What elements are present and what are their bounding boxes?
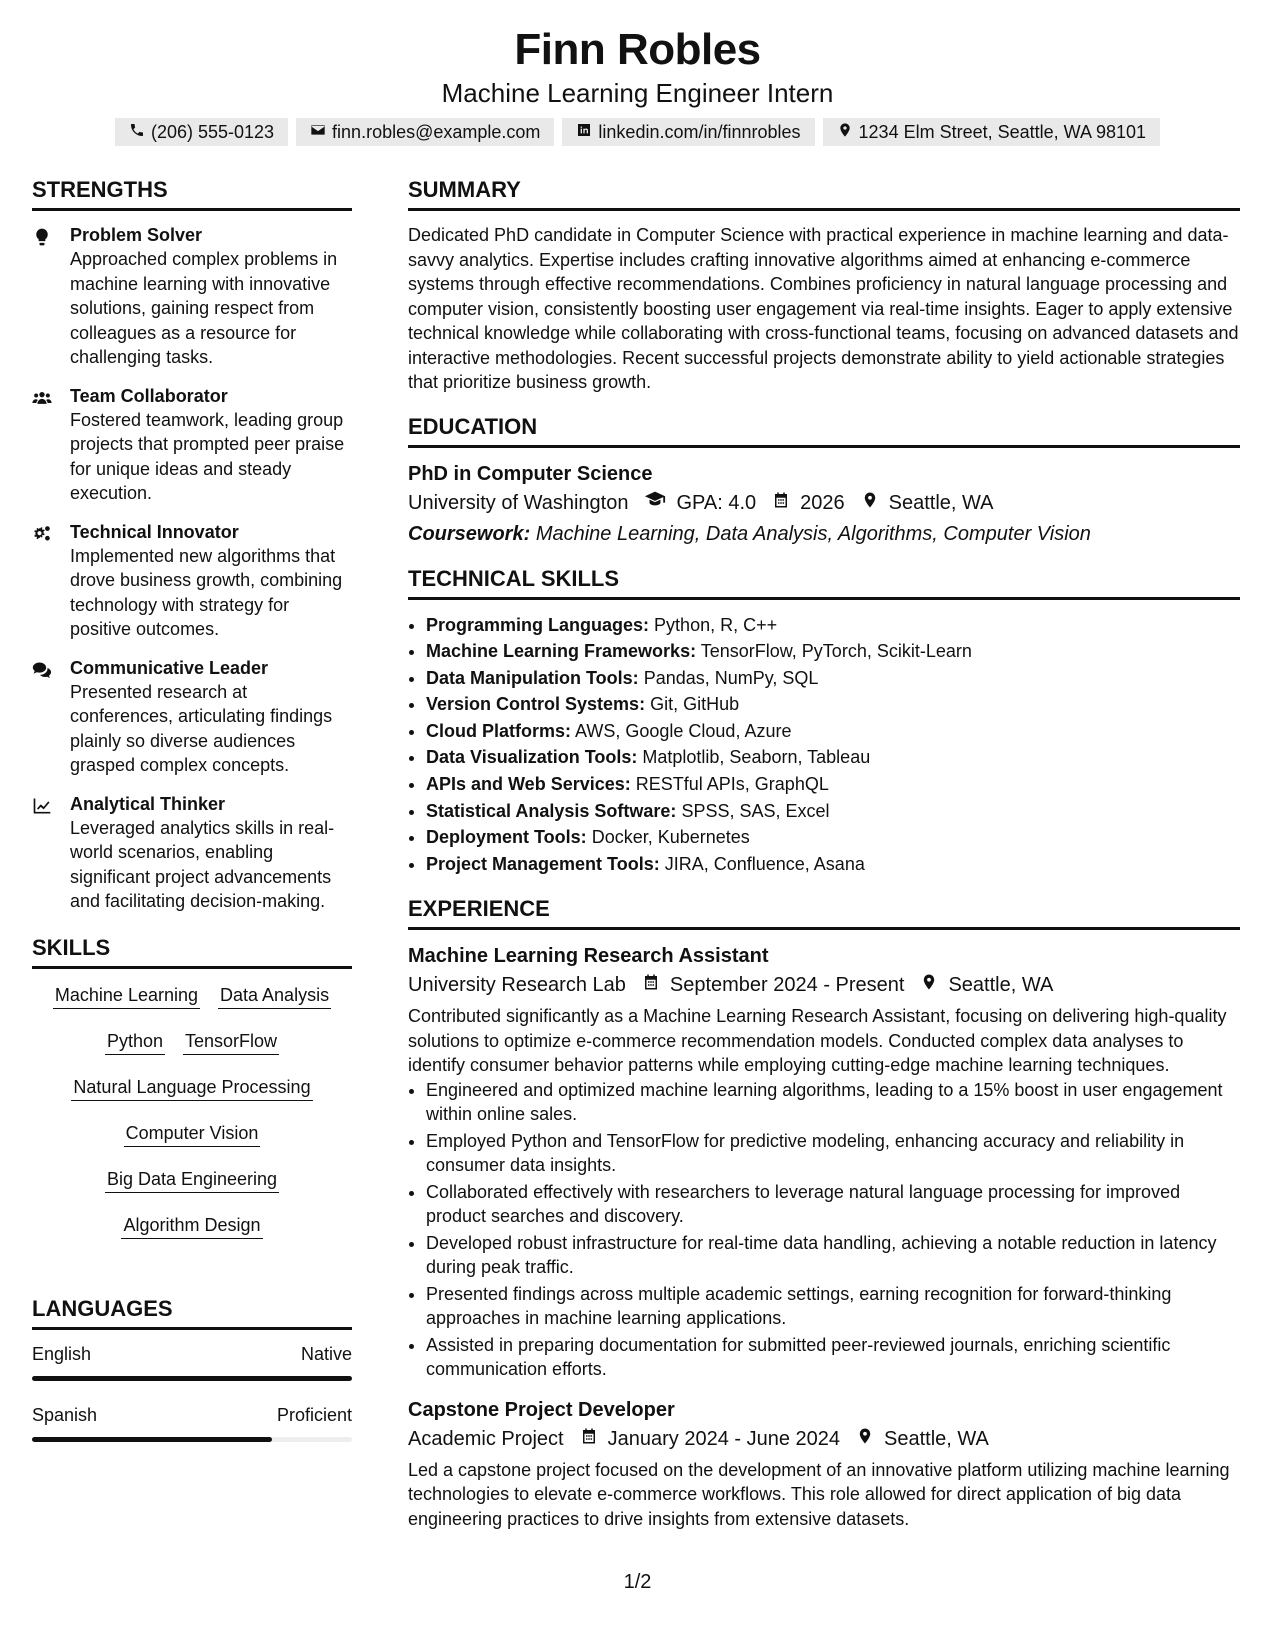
calendar-icon — [636, 970, 660, 1000]
job-dates: January 2024 - June 2024 — [607, 1427, 841, 1450]
language-name: Spanish — [32, 1404, 98, 1425]
skill-tag: Python — [105, 1029, 165, 1055]
list-item — [426, 665, 1240, 692]
strength-desc: Leveraged analytics skills in real-world scenarios, enabling significant project advancements and facilitating decision-making. — [70, 817, 335, 911]
contact-email[interactable] — [296, 118, 554, 146]
graduation-cap-icon — [638, 488, 666, 519]
skill-category: Machine Learning Frameworks: — [426, 641, 697, 662]
map-pin-icon — [850, 1424, 874, 1454]
right-column — [408, 176, 1240, 1531]
list-item — [426, 744, 1240, 771]
strength-desc: Fostered teamwork, leading group projects that prompted peer praise for unique ideas and steady execution. — [70, 409, 345, 503]
list-item: • Engineered and optimized machine learning algorithms, leading to a 15% boost in user engagement within online sales. — [426, 1078, 1240, 1127]
skill-values: Git, GitHub — [650, 694, 740, 715]
contact-address[interactable] — [823, 118, 1161, 146]
skill-tag: Machine Learning — [53, 983, 200, 1009]
skill-category: Project Management Tools: — [426, 853, 660, 874]
calendar-icon — [766, 488, 790, 518]
coursework — [408, 519, 1240, 549]
skills-heading: SKILLS — [32, 934, 352, 969]
job-organization: University Research Lab — [408, 974, 626, 997]
skill-category: Programming Languages: — [426, 614, 650, 635]
list-item — [426, 691, 1240, 718]
skill-tag: TensorFlow — [183, 1029, 279, 1055]
job-description: Led a capstone project focused on the development of an innovative platform utilizing machine learning technologies to elevate e-commerce workflows. This role allowed for direct application of big data engineering practices to drive insights from extensive datasets. — [408, 1459, 1230, 1529]
list-item — [426, 718, 1240, 745]
left-column — [32, 176, 352, 1464]
graduation-year: 2026 — [800, 492, 845, 514]
strength-title: Technical Innovator — [70, 521, 239, 542]
skill-tag: Natural Language Processing — [71, 1075, 312, 1101]
list-item — [426, 824, 1240, 851]
job-meta — [408, 1424, 1240, 1454]
skill-category: Deployment Tools: — [426, 827, 587, 848]
skill-values: SPSS, SAS, Excel — [681, 800, 830, 821]
experience-heading: EXPERIENCE — [408, 895, 1240, 930]
languages-heading: LANGUAGES — [32, 1295, 352, 1330]
list-item: • Collaborated effectively with researchers to leverage natural language processing for improved product searches and discovery. — [426, 1180, 1240, 1229]
comments-icon — [32, 656, 70, 778]
contact-bar — [0, 118, 1275, 146]
language-proficiency-bar — [32, 1376, 352, 1381]
job-location: Seattle, WA — [948, 974, 1054, 997]
skill-values: Python, R, C++ — [654, 614, 778, 635]
job-meta — [408, 970, 1240, 1000]
job-bullets — [408, 1078, 1240, 1382]
list-item — [426, 798, 1240, 825]
users-icon — [32, 384, 70, 506]
envelope-icon — [310, 120, 326, 144]
list-item — [426, 612, 1240, 639]
job-dates: September 2024 - Present — [669, 974, 905, 997]
contact-linkedin[interactable] — [562, 118, 814, 146]
strength-title: Communicative Leader — [70, 657, 269, 678]
contact-email-text: finn.robles@example.com — [332, 122, 541, 142]
job-title: Capstone Project Developer — [408, 1398, 675, 1421]
skill-values: Pandas, NumPy, SQL — [643, 667, 819, 688]
skill-tag: Computer Vision — [124, 1121, 261, 1147]
job-title: Machine Learning Research Assistant — [408, 945, 769, 968]
skill-tag: Data Analysis — [218, 983, 331, 1009]
strength-item — [32, 792, 352, 914]
school-name: University of Washington — [408, 492, 629, 514]
education-meta — [408, 488, 1240, 519]
strength-item — [32, 656, 352, 778]
map-pin-icon — [837, 120, 853, 144]
language-item — [32, 1342, 352, 1381]
list-item: • Developed robust infrastructure for real-time data handling, achieving a notable reduction in latency during peak traffic. — [426, 1231, 1240, 1280]
skills-list — [32, 981, 352, 1239]
linkedin-icon — [576, 120, 592, 144]
skill-values: Docker, Kubernetes — [591, 827, 750, 848]
job-organization: Academic Project — [408, 1427, 564, 1450]
chart-line-icon — [32, 792, 70, 914]
page-number: 1/2 — [623, 1571, 652, 1593]
coursework-list: Machine Learning, Data Analysis, Algorithms, Computer Vision — [535, 522, 1091, 545]
contact-phone-text: (206) 555-0123 — [150, 122, 275, 142]
strength-title: Analytical Thinker — [70, 793, 226, 814]
language-level: Proficient — [276, 1404, 352, 1425]
strength-item — [32, 520, 352, 642]
candidate-name: Finn Robles — [514, 25, 761, 74]
skill-tag: Big Data Engineering — [105, 1167, 279, 1193]
contact-address-text: 1234 Elm Street, Seattle, WA 98101 — [858, 122, 1147, 142]
coursework-label: Coursework: — [408, 522, 531, 545]
candidate-role: Machine Learning Engineer Intern — [441, 78, 834, 108]
list-item: • Presented findings across multiple academic settings, earning recognition for forward-thinking approaches in machine learning applications. — [426, 1282, 1240, 1331]
resume-header — [0, 0, 1275, 146]
map-pin-icon — [914, 970, 938, 1000]
phone-icon — [129, 120, 145, 144]
skill-category: Data Manipulation Tools: — [426, 667, 639, 688]
skill-category: Data Visualization Tools: — [426, 747, 638, 768]
strength-title: Team Collaborator — [70, 385, 228, 406]
technical-skills-list — [408, 612, 1240, 878]
strength-item — [32, 223, 352, 370]
education-heading: EDUCATION — [408, 413, 1240, 448]
skill-category: Version Control Systems: — [426, 694, 646, 715]
language-proficiency-bar — [32, 1437, 352, 1442]
lightbulb-icon — [32, 223, 70, 370]
gears-icon — [32, 520, 70, 642]
skill-category: Cloud Platforms: — [426, 720, 572, 741]
summary-text: Dedicated PhD candidate in Computer Science with practical experience in machine learning and data-savvy analytics. Expertise includes crafting innovative algorithms aimed at enhancing e-commerce systems through effective recommendations. Combines proficiency in natural language processing and computer vision, consistently boosting user engagement via real-time insights. Eager to apply extensive technical knowledge while collaborating with cross-functional teams, focusing on advanced datasets and interactive methodologies. Recent successful projects demonstrate ability to yield actionable strategies that prioritize business growth. — [408, 225, 1239, 392]
list-item — [426, 851, 1240, 878]
gpa: GPA: 4.0 — [676, 492, 757, 514]
skill-values: TensorFlow, PyTorch, Scikit-Learn — [700, 641, 972, 662]
strengths-heading: STRENGTHS — [32, 176, 352, 211]
job-location: Seattle, WA — [884, 1427, 989, 1450]
education-location: Seattle, WA — [888, 492, 994, 514]
list-item — [426, 638, 1240, 665]
experience-entry — [408, 1396, 1240, 1532]
skill-category: APIs and Web Services: — [426, 774, 631, 795]
experience-entry — [408, 942, 1240, 1382]
skill-values: JIRA, Confluence, Asana — [664, 853, 865, 874]
list-item: • Assisted in preparing documentation for submitted peer-reviewed journals, enriching scientific communication efforts. — [426, 1333, 1240, 1382]
technical-skills-heading: TECHNICAL SKILLS — [408, 565, 1240, 600]
contact-phone[interactable] — [115, 118, 288, 146]
language-proficiency-fill — [32, 1376, 352, 1381]
skill-category: Statistical Analysis Software: — [426, 800, 677, 821]
language-item — [32, 1403, 352, 1442]
strength-desc: Implemented new algorithms that drove business growth, combining technology with strategy for positive outcomes. — [70, 545, 343, 639]
summary-heading: SUMMARY — [408, 176, 1240, 211]
skill-values: RESTful APIs, GraphQL — [635, 774, 829, 795]
map-pin-icon — [855, 488, 879, 518]
job-description: Contributed significantly as a Machine Learning Research Assistant, focusing on delivering high-quality solutions to optimize e-commerce recommendation models. Conducted complex data analyses to identify consumer behavior patterns while employing cutting-edge machine learning techniques. — [408, 1006, 1227, 1076]
skill-tag: Algorithm Design — [121, 1213, 262, 1239]
skill-values: AWS, Google Cloud, Azure — [575, 720, 792, 741]
strength-desc: Presented research at conferences, articulating findings plainly so diverse audiences grasped complex concepts. — [70, 681, 333, 775]
contact-linkedin-text: linkedin.com/in/finnrobles — [598, 122, 801, 142]
strength-item — [32, 384, 352, 506]
language-level: Native — [300, 1343, 352, 1364]
skill-values: Matplotlib, Seaborn, Tableau — [642, 747, 871, 768]
degree-title: PhD in Computer Science — [408, 462, 653, 485]
language-name: English — [32, 1343, 92, 1364]
list-item — [426, 771, 1240, 798]
language-proficiency-fill — [32, 1437, 272, 1442]
strength-title: Problem Solver — [70, 225, 203, 245]
list-item: • Employed Python and TensorFlow for predictive modeling, enhancing accuracy and reliability in consumer data insights. — [426, 1129, 1240, 1178]
calendar-icon — [574, 1424, 598, 1454]
strength-desc: Approached complex problems in machine learning with innovative solutions, gaining respect from colleagues as a resource for challenging tasks. — [70, 249, 338, 367]
